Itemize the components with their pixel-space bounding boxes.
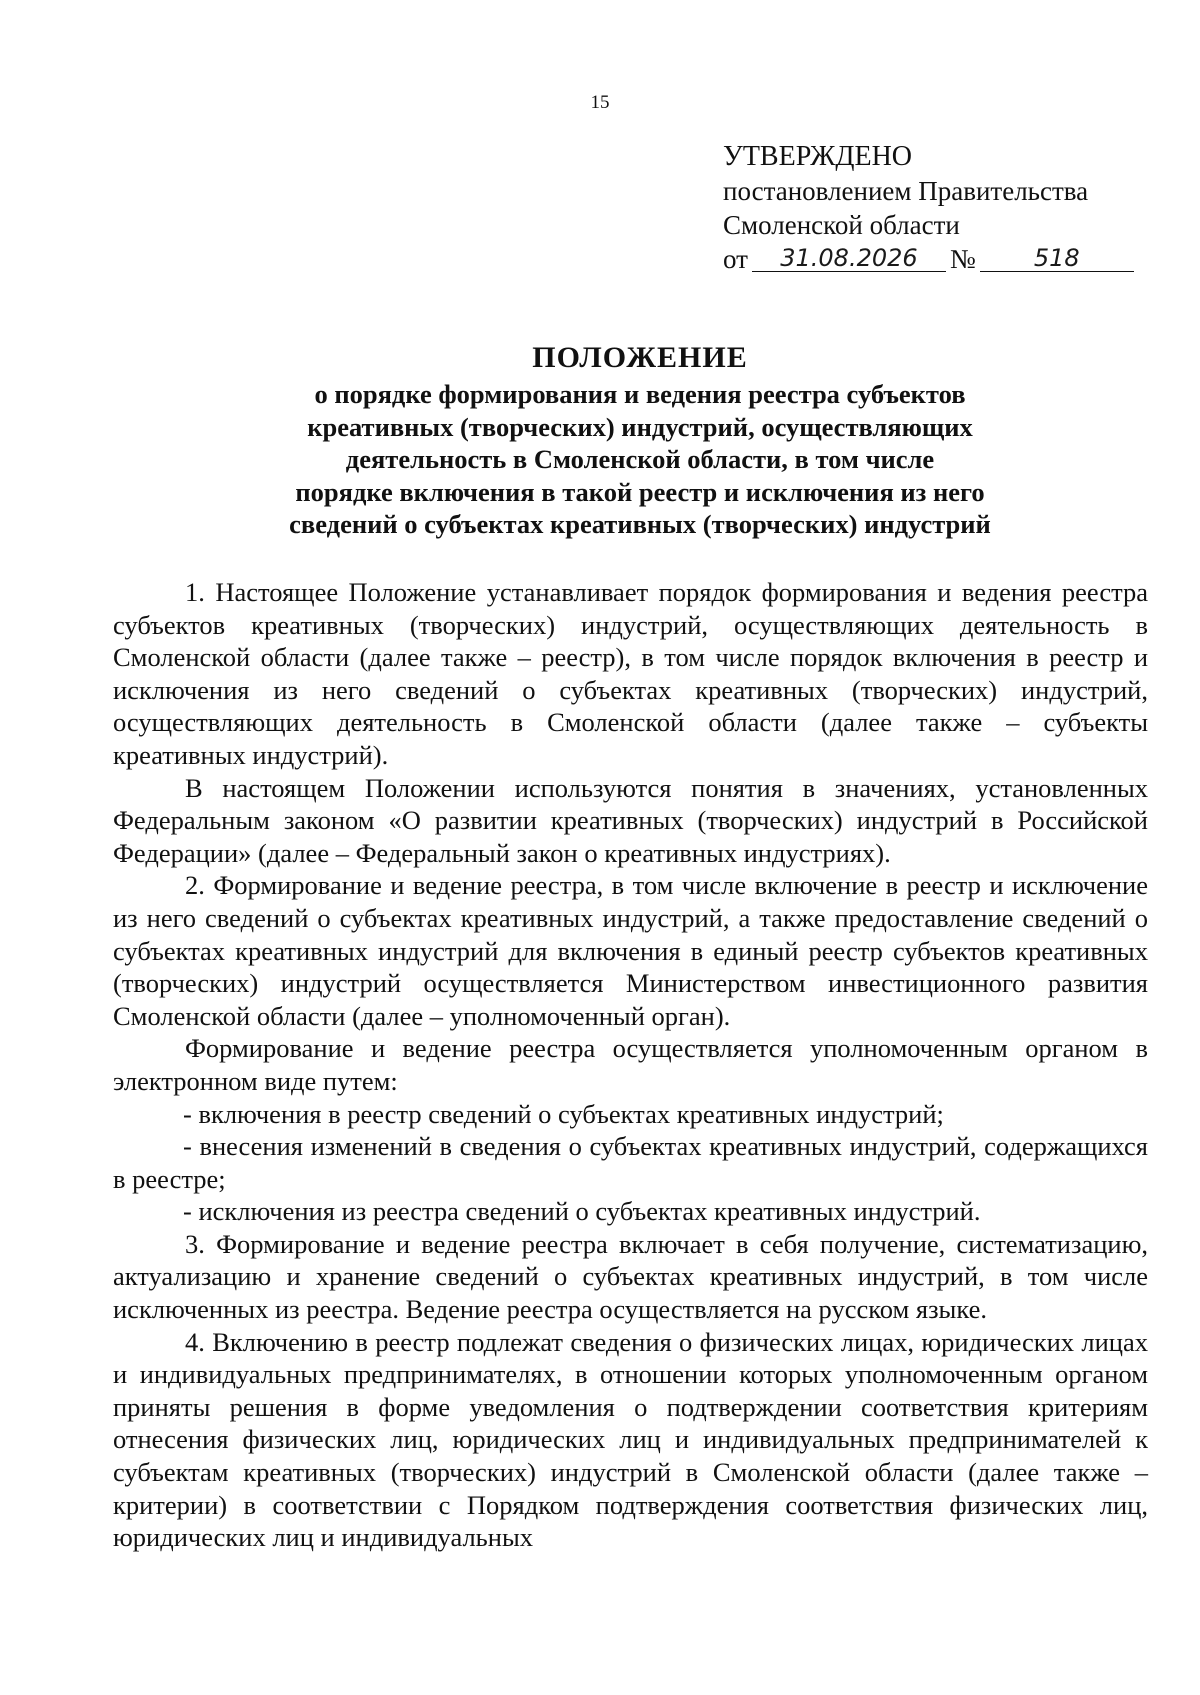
paragraph-1: 1. Настоящее Положение устанавливает порядок формирования и ведения реестра субъектов креативных (творческих) индустрий, осуществляющих деятельность в Смоленской области (далее также – реестр), в том числе порядок включения в реестр и исключения из него сведений о субъектах креативных (творческих) индустрий, осуществляющих деятельность в Смоленской области (далее также – субъекты креативных индустрий). <box>113 577 1148 770</box>
page-number: 15 <box>590 92 610 113</box>
title-line: сведений о субъектах креативных (творческих) индустрий <box>289 509 991 539</box>
list-item: - включения в реестр сведений о субъектах креативных индустрий; <box>183 1098 944 1129</box>
title-line: порядке включения в такой реестр и исключения из него <box>295 476 985 507</box>
paragraph-3: 3. Формирование и ведение реестра включает в себя получение, систематизацию, актуализацию и хранение сведений о субъектах креативных индустрий, в том числе исключенных из реестра. Ведение реестра осуществляется на русском языке. <box>113 1228 1148 1325</box>
title-line: о порядке формирования и ведения реестра субъектов <box>314 379 966 409</box>
approval-line-2: Смоленской области <box>723 210 960 240</box>
title-line: креативных (творческих) индустрий, осуществляющих <box>307 411 973 442</box>
paragraph-2: 2. Формирование и ведение реестра, в том числе включение в реестр и исключение из него сведений о субъектах креативных индустрий, а также предоставление сведений о субъектах креативных индустрий для включения в единый реестр субъектов креативных (творческих) индустрий осуществляется Министерством инвестиционного развития Смоленской области (далее – уполномоченный орган). <box>113 870 1148 1031</box>
document-body <box>113 576 1148 1554</box>
approval-line-1: постановлением Правительства <box>723 176 1089 206</box>
list-item: - внесения изменений в сведения о субъектах креативных индустрий, содержащихся в реестре; <box>113 1131 1148 1194</box>
paragraph-electronic-form: Формирование и ведение реестра осуществляется уполномоченным органом в электронном виде путем: <box>113 1033 1148 1096</box>
handwritten-number: 518 <box>980 245 1134 272</box>
number-prefix: № <box>949 244 976 274</box>
approval-date-line <box>723 242 1163 276</box>
paragraph-4: 4. Включению в реестр подлежат сведения о физических лицах, юридических лицах и индивидуальных предпринимателях, в отношении которых уполномоченным органом приняты решения в форме уведомления о подтверждении соответствия критериям отнесения физических лиц, юридических лиц и индивидуальных предпринимателей к субъектам креативных (творческих) индустрий в Смоленской области (далее также – критерии) в соответствии с Порядком подтверждения соответствия физических лиц, юридических лиц и индивидуальных <box>113 1326 1148 1553</box>
document-title <box>160 340 1120 541</box>
handwritten-date: 31.08.2026 <box>752 245 946 272</box>
list-item: - исключения из реестра сведений о субъектах креативных индустрий. <box>183 1196 981 1227</box>
title-main: ПОЛОЖЕНИЕ <box>532 341 748 374</box>
approval-stamp <box>723 140 1163 276</box>
approved-label: УТВЕРЖДЕНО <box>723 141 913 172</box>
title-line: деятельность в Смоленской области, в том числе <box>345 444 935 474</box>
paragraph-definitions: В настоящем Положении используются понятия в значениях, установленных Федеральным законом «О развитии креативных (творческих) индустрий в Российской Федерации» (далее – Федеральный закон о креативных индустриях). <box>113 772 1148 868</box>
date-prefix: от <box>723 244 748 274</box>
